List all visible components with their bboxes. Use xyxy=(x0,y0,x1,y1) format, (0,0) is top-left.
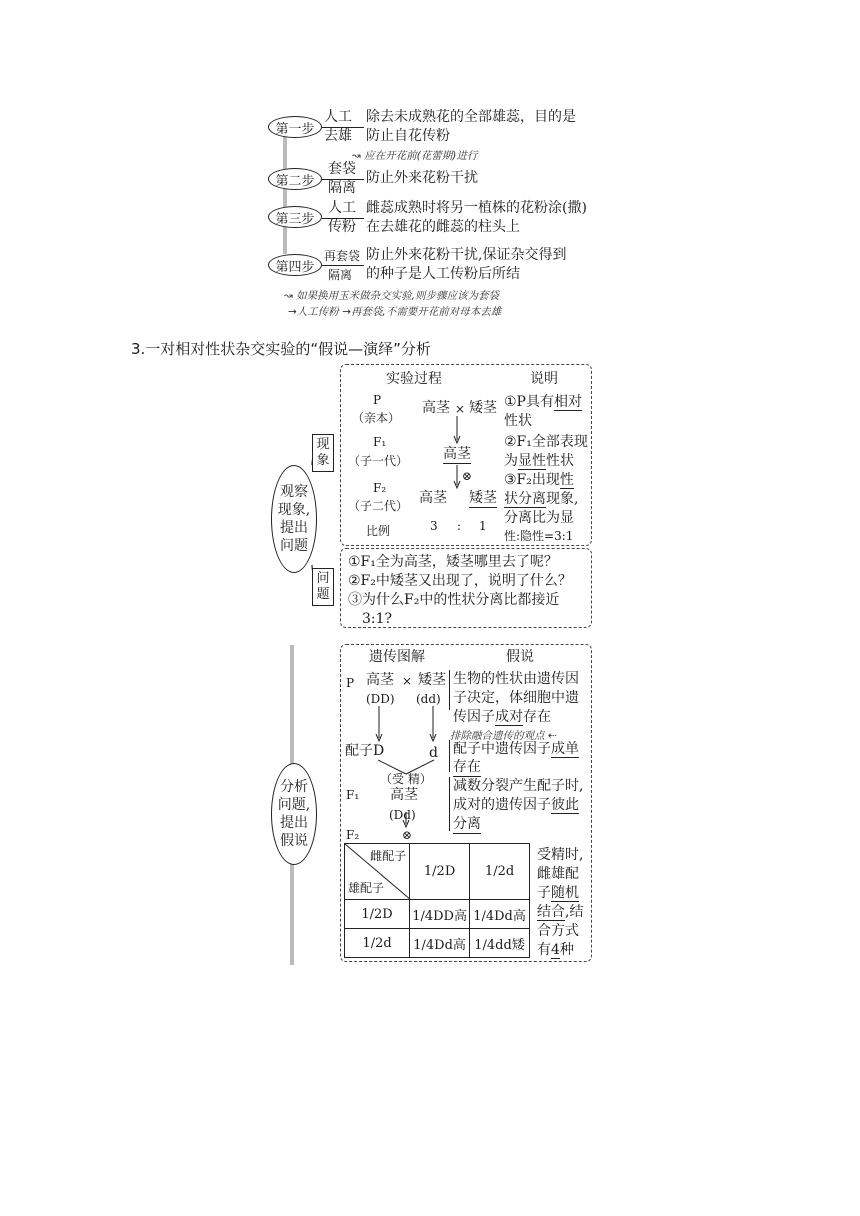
p-cross: × xyxy=(455,402,466,416)
key-term: 成单 xyxy=(551,741,579,757)
p-cross: × xyxy=(402,674,413,688)
f1-tall: 高茎 xyxy=(390,787,418,803)
fert-note-3 xyxy=(537,884,579,902)
explain-3d: 性:隐性=3:1 xyxy=(504,529,574,543)
f1-genotype: (Dd) xyxy=(389,808,416,822)
key-term: 显性 xyxy=(518,453,546,469)
hypothesis-3a: 减数分裂产生配子时, xyxy=(453,778,584,794)
question-1: ①F₁全为高茎，矮茎哪里去了呢？ xyxy=(348,554,558,570)
explain-3b xyxy=(504,490,578,508)
key-term: 随机 xyxy=(551,885,579,901)
hypothesis-oval xyxy=(271,763,317,865)
fert-note-4 xyxy=(537,903,583,921)
step-2-desc-1: 防止外来花粉干扰 xyxy=(366,170,478,186)
key-term: 成对 xyxy=(495,709,523,725)
key-term: 结合 xyxy=(537,904,565,920)
female-gamete-label: 雌配子 xyxy=(370,849,407,863)
selfing-symbol: ⊗ xyxy=(402,828,413,842)
f1-tall: 高茎 xyxy=(443,446,471,462)
steps-connector xyxy=(283,136,287,254)
grid-col-header: 1/2d xyxy=(470,844,530,900)
arrow-down xyxy=(428,706,438,742)
observe-oval xyxy=(271,465,317,573)
hypothesis-3b xyxy=(453,796,579,814)
key-term: 状分离 xyxy=(504,491,546,507)
bracket-line xyxy=(449,777,450,831)
arrow-down xyxy=(452,416,462,444)
explain-3 xyxy=(504,471,574,489)
key-term: 性 xyxy=(559,472,574,488)
text: ,结 xyxy=(565,904,584,920)
f1-label: F₁ xyxy=(346,788,360,802)
text: 子 xyxy=(537,885,551,901)
text: ③F₂出现 xyxy=(504,472,560,488)
text: 传因子 xyxy=(453,709,495,725)
step-2-action-bottom: 隔离 xyxy=(328,180,356,196)
text: 配子 xyxy=(345,743,373,759)
text: 为 xyxy=(504,453,518,469)
text: 成对的遗传因子 xyxy=(453,797,551,813)
text: 配子中遗传因子 xyxy=(453,741,551,757)
ratio-3: 3 xyxy=(430,519,438,533)
hypothesis-2a xyxy=(453,740,579,758)
step-label: 第一步 xyxy=(275,121,315,137)
genotype-dd: (dd) xyxy=(416,692,441,706)
step-4-desc-2: 的种子是人工传粉后所结 xyxy=(366,266,520,282)
oval-text: 观察现象,提出问题 xyxy=(277,484,311,554)
hypothesis-1c xyxy=(453,708,551,726)
step-label: 第四步 xyxy=(275,259,315,275)
col-diagram: 遗传图解 xyxy=(369,649,425,665)
col-process: 实验过程 xyxy=(386,371,442,387)
phenomenon-tag: 现象 xyxy=(312,434,334,472)
text: 现象, xyxy=(546,491,579,507)
step-4-desc-1: 防止外来花粉干扰,保证杂交得到 xyxy=(366,247,567,263)
explain-2: ②F₁全部表现 xyxy=(504,434,588,450)
text: 性状 xyxy=(546,453,574,469)
grid-row-header: 1/2d xyxy=(345,929,410,958)
fert-note-1: 受精时, xyxy=(537,847,584,863)
text: 种 xyxy=(559,942,574,958)
f2-sub: （子二代） xyxy=(348,499,409,513)
arrow-down xyxy=(452,465,462,489)
note-corn-line-1: ↝ 如果换用玉米做杂交实验,则步骤应该为套袋 xyxy=(284,290,499,302)
p-short: 矮茎 xyxy=(469,400,497,416)
oval-text: 分析问题,提出假说 xyxy=(277,779,311,849)
step-label: 第三步 xyxy=(275,211,315,227)
ratio-colon: : xyxy=(457,519,462,533)
ratio-1: 1 xyxy=(479,519,487,533)
explain-1 xyxy=(504,393,582,411)
grid-row-header: 1/2D xyxy=(345,900,410,929)
arrow-down xyxy=(374,706,384,742)
key-term: 彼此 xyxy=(551,797,579,813)
p-sub: （亲本） xyxy=(352,411,401,425)
key-term: 4 xyxy=(551,942,560,958)
hypothesis-1a: 生物的性状由遗传因 xyxy=(453,671,579,687)
text: ①P具有 xyxy=(504,394,554,410)
f1-label: F₁ xyxy=(373,435,387,449)
grid-col-header: 1/2D xyxy=(410,844,470,900)
step-1-desc-2: 防止自花传粉 xyxy=(366,128,450,144)
bracket-line xyxy=(449,740,450,772)
hypothesis-1b: 子决定，体细胞中遗 xyxy=(453,690,579,706)
bracket-line xyxy=(449,670,450,710)
step-3-desc-2: 在去雄花的雌蕊的柱头上 xyxy=(366,219,520,235)
grid-cell: 1/4DD高 xyxy=(410,900,470,929)
p-tall: 高茎 xyxy=(422,400,450,416)
question-3b: 3:1? xyxy=(362,611,393,627)
f2-tall: 高茎 xyxy=(419,490,447,506)
key-term: 相对 xyxy=(553,394,582,410)
step-3-action-top: 人工 xyxy=(328,200,356,216)
explain-3c: 分离比为显 xyxy=(504,510,574,526)
genotype-DD: (DD) xyxy=(366,692,395,706)
note-flower-bud: ↝ 应在开花前(花蕾期)进行 xyxy=(352,150,478,162)
step-label: 第二步 xyxy=(275,173,315,189)
fert-note-5: 合方式 xyxy=(537,923,579,939)
p-label: P xyxy=(346,676,355,690)
explain-2b xyxy=(504,452,574,470)
f1-sub: （子一代） xyxy=(348,454,409,468)
step-1-action-bottom: 去雄 xyxy=(324,128,352,144)
f2-label: F₂ xyxy=(373,481,387,495)
step-3-action-bottom: 传粉 xyxy=(328,219,356,235)
selfing-symbol: ⊗ xyxy=(462,469,473,483)
question-2: ②F₂中矮茎又出现了，说明了什么？ xyxy=(348,573,572,589)
question-3: ③为什么F₂中的性状分离比都接近 xyxy=(348,592,560,608)
f2-short: 矮茎 xyxy=(469,490,497,506)
note-text: 如果换用玉米做杂交实验,则步骤应该为套袋 xyxy=(296,290,499,302)
note-text: 排除融合遗传的观点 xyxy=(450,730,545,742)
hand-note: 排除融合遗传的观点 ⇠ xyxy=(450,730,557,742)
fert-note-2: 雌雄配 xyxy=(537,866,579,882)
note-corn-line-2: →人工传粉 →再套袋,不需要开花前对母本去雄 xyxy=(288,306,502,318)
fert-note-6 xyxy=(537,941,574,959)
ratio-label: 比例 xyxy=(366,524,391,538)
note-text: 应在开花前(花蕾期)进行 xyxy=(364,150,478,162)
explain-1b: 性状 xyxy=(504,413,532,429)
p-label: P xyxy=(373,393,382,407)
gamete-d: d xyxy=(429,745,438,761)
step-1-action-top: 人工 xyxy=(324,109,352,125)
step-4-action-bottom: 隔离 xyxy=(328,268,353,282)
p-short: 矮茎 xyxy=(418,672,446,688)
grid-cell: 1/4dd矮 xyxy=(470,929,530,958)
hypothesis-2b: 存在 xyxy=(453,759,481,775)
step-1-oval xyxy=(268,116,322,138)
p-tall: 高茎 xyxy=(366,672,394,688)
hypothesis-3c: 分离 xyxy=(453,816,481,832)
step-3-desc-1: 雌蕊成熟时将另一植株的花粉涂(撒) xyxy=(366,200,587,216)
step-2-oval xyxy=(268,168,322,190)
section-3-title: 3.一对相对性状杂交实验的“假说—演绎”分析 xyxy=(131,340,431,358)
gamete-D: D xyxy=(373,743,385,759)
f2-label: F₂ xyxy=(346,828,360,842)
text: 有 xyxy=(537,942,551,958)
col-explain: 说明 xyxy=(530,371,558,387)
grid-cell: 1/4Dd高 xyxy=(410,929,470,958)
fertilization-label: （受 精） xyxy=(380,772,432,786)
question-tag: 问题 xyxy=(312,568,334,606)
step-3-oval xyxy=(268,206,322,228)
punnett-grid xyxy=(344,843,530,958)
step-1-desc-1: 除去未成熟花的全部雄蕊，目的是 xyxy=(366,109,576,125)
step-4-oval xyxy=(268,254,322,276)
male-gamete-label: 雄配子 xyxy=(348,881,385,895)
text: 存在 xyxy=(523,709,551,725)
grid-cell: 1/4Dd高 xyxy=(470,900,530,929)
grid-corner xyxy=(345,844,410,900)
step-4-action-top: 再套袋 xyxy=(324,249,361,263)
col-hypothesis: 假说 xyxy=(506,649,534,665)
step-2-action-top: 套袋 xyxy=(328,161,356,177)
